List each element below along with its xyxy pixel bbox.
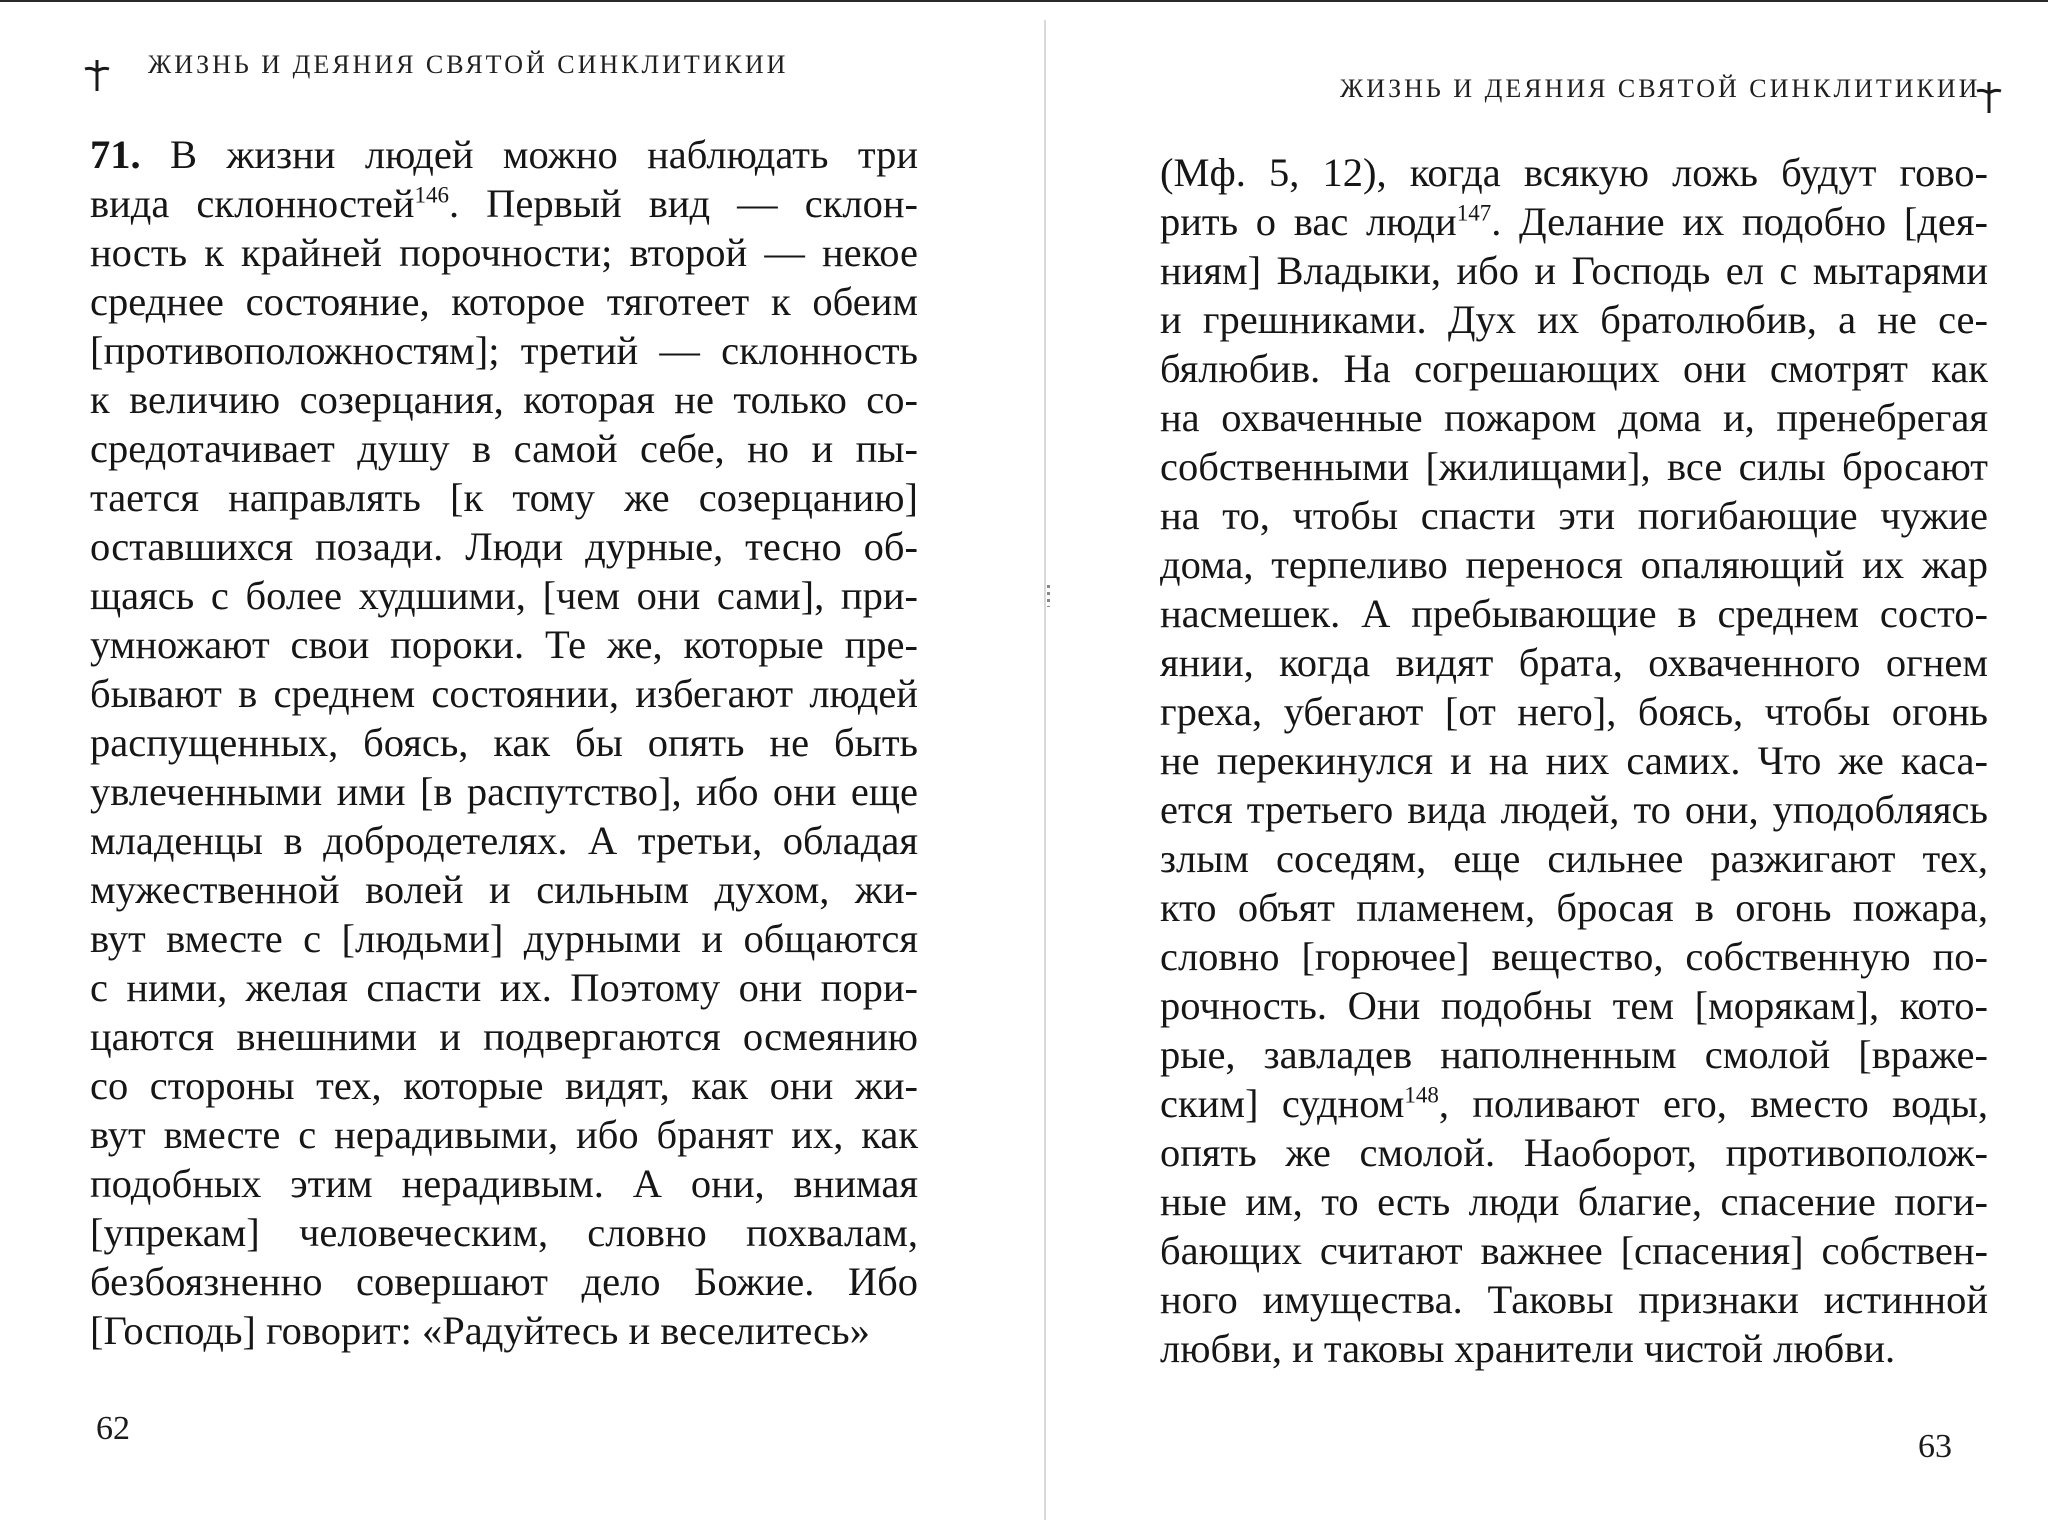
text-line: [противоположностям]; третий — склонность [90, 328, 918, 373]
text-line: с ними, желая спасти их. Поэтому они пори- [90, 965, 918, 1010]
text-line: рые, завладев наполненным смолой [враже- [1160, 1032, 1988, 1077]
paragraph-number: 71. [90, 132, 141, 177]
text-line: на охваченные пожаром дома и, пренебрегая [1160, 395, 1988, 440]
text-line: ного имущества. Таковы признаки истинной [1160, 1277, 1988, 1322]
text-line: вут вместе с [людьми] дурными и общаются [90, 916, 918, 961]
cross-icon [82, 58, 112, 92]
text-line: греха, убегают [от него], боясь, чтобы огонь [1160, 689, 1988, 734]
text-line: не перекинулся и на них самих. Что же каса- [1160, 738, 1988, 783]
left-page-body: 71. В жизни людей можно наблюдать три вида склонностей$^{146}$. Первый вид — склон- ность к крайней порочности; второй — некое среднее состояние, которое тяготеет к обеим [противоположностям]; третий — склонность к величию созерцания, которая не только со- средотачивает душу в самой себе, но и пы- тается направлять [к тому же созерцанию] оставшихся позади. Люди дурные, тесно об- щаясь с более худшими, [чем они сами], при- умножают свои пороки. Те же, которые пре- бывают в среднем состоянии, избегают людей распущенных, боясь, как бы опять не быть увлеченными ими [в распутство], ибо они еще младенцы в добродетелях. А третьи, обладая мужественной волей и сильным духом, жи- вут вместе с [людьми] дурными и общаются с ними, желая спасти их. Поэтому они пори- цаются внешними и подвергаются осмеянию со стороны тех, которые видят, как они жи- вут вместе с нерадивыми, ибо бранят их, как подобных этим нерадивым. А они, внимая [упрекам] человеческим, словно похвалам, безбоязненно совершают дело Божие. Ибо [Господь] говорит: «Радуйтесь и веселитесь» [90, 132, 918, 1353]
text-line: ется третьего вида людей, то они, уподобляясь [1160, 787, 1988, 832]
text-line: цаются внешними и подвергаются осмеянию [90, 1014, 918, 1059]
text-line: распущенных, боясь, как бы опять не быть [90, 720, 918, 765]
text-line: дома, терпеливо перенося опаляющий их жар [1160, 542, 1988, 587]
text-line: тается направлять [к тому же созерцанию] [90, 475, 918, 520]
running-head-left: ЖИЗНЬ И ДЕЯНИЯ СВЯТОЙ СИНКЛИТИКИИ [148, 50, 789, 79]
scan-top-edge [0, 0, 2048, 2]
text-line: вут вместе с нерадивыми, ибо бранят их, как [90, 1112, 918, 1157]
text-line: [Господь] говорит: «Радуйтесь и веселитесь» [90, 1308, 870, 1353]
text-line: щаясь с более худшими, [чем они сами], при- [90, 573, 918, 618]
text-line: средотачивает душу в самой себе, но и пы- [90, 426, 918, 471]
text-line: оставшихся позади. Люди дурные, тесно об- [90, 524, 918, 569]
text-line: и грешниками. Дух их братолюбив, а не се- [1160, 297, 1988, 342]
text-line: опять же смолой. Наоборот, противополож- [1160, 1130, 1988, 1175]
text-line: ниям] Владыки, ибо и Господь ел с мытарями [1160, 248, 1988, 293]
text-line: бающих считают важнее [спасения] собствен- [1160, 1228, 1988, 1273]
text-line: янии, когда видят брата, охваченного огнем [1160, 640, 1988, 685]
text-line: ность к крайней порочности; второй — некое [90, 230, 918, 275]
text-line: ные им, то есть люди благие, спасение поги- [1160, 1179, 1988, 1224]
text-line: словно [горючее] вещество, собственную по- [1160, 934, 1988, 979]
text-line: младенцы в добродетелях. А третьи, обладая [90, 818, 918, 863]
text-line: [упрекам] человеческим, словно похвалам, [90, 1210, 918, 1255]
text-line: увлеченными ими [в распутство], ибо они еще [90, 769, 918, 814]
text-line: злым соседям, еще сильнее разжигают тех, [1160, 836, 1988, 881]
text-line: кто объят пламенем, бросая в огонь пожара, [1160, 885, 1988, 930]
text-line: рочность. Они подобны тем [морякам], кото- [1160, 983, 1988, 1028]
page-number-left: 62 [96, 1410, 130, 1447]
text-line: любви, и таковы хранители чистой любви. [1160, 1326, 1896, 1371]
text-line: бывают в среднем состоянии, избегают людей [90, 671, 918, 716]
text-line: среднее состояние, которое тяготеет к обеим [90, 279, 918, 324]
right-page-body: (Мф. 5, 12), когда всякую ложь будут гово- рить о вас люди$^{147}$. Делание их подобно [дея- ниям] Владыки, ибо и Господь ел с мытарями и грешниками. Дух их братолюбив, а не се- бялюбив. На согрешающих они смотрят как на охваченные пожаром дома и, пренебрегая собственными [жилищами], все силы бросают на то, чтобы спасти эти погибающие чужие дома, терпеливо перенося опаляющий их жар насмешек. А пребывающие в среднем состо- янии, когда видят брата, охваченного огнем греха, убегают [от него], боясь, чтобы огонь не перекинулся и на них самих. Что же каса- ется третьего вида людей, то они, уподобляясь злым соседям, еще сильнее разжигают тех, кто объят пламенем, бросая в огонь пожара, словно [горючее] вещество, собственную по- рочность. Они подобны тем [морякам], кото- рые, завладев наполненным смолой [враже- ским] судном$^{148}$, поливают его, вместо воды, опять же смолой. Наоборот, противополож- ные им, то есть люди благие, спасение поги- бающих считают важнее [спасения] собствен- ного имущества. Таковы признаки истинной любви, и таковы хранители чистой любви. [1160, 150, 1989, 1371]
text-line: (Мф. 5, 12), когда всякую ложь будут гово- [1160, 150, 1988, 195]
footnote-ref[interactable]: 146 [414, 182, 449, 208]
text-line: к величию созерцания, которая не только со- [90, 377, 918, 422]
running-head-right: ЖИЗНЬ И ДЕЯНИЯ СВЯТОЙ СИНКЛИТИКИИ [1340, 74, 1981, 103]
footnote-ref[interactable]: 147 [1456, 200, 1492, 226]
text-line: на то, чтобы спасти эти погибающие чужие [1160, 493, 1988, 538]
text-line: безбоязненно совершают дело Божие. Ибо [90, 1259, 918, 1304]
text-line: подобных этим нерадивым. А они, внимая [90, 1161, 918, 1206]
text-line: насмешек. А пребывающие в среднем состо- [1160, 591, 1988, 636]
footnote-ref[interactable]: 148 [1404, 1082, 1439, 1108]
cross-icon [1974, 80, 2004, 114]
text-line: мужественной волей и сильным духом, жи- [90, 867, 918, 912]
page-number-right: 63 [1918, 1428, 1952, 1465]
text-line: со стороны тех, которые видят, как они жи- [90, 1063, 918, 1108]
text-line: умножают свои пороки. Те же, которые пре- [90, 622, 918, 667]
text-line: собственными [жилищами], все силы бросают [1160, 444, 1988, 489]
book-gutter [1044, 20, 1046, 1520]
text-line: бялюбив. На согрешающих они смотрят как [1160, 346, 1988, 391]
gutter-mark [1047, 585, 1050, 607]
